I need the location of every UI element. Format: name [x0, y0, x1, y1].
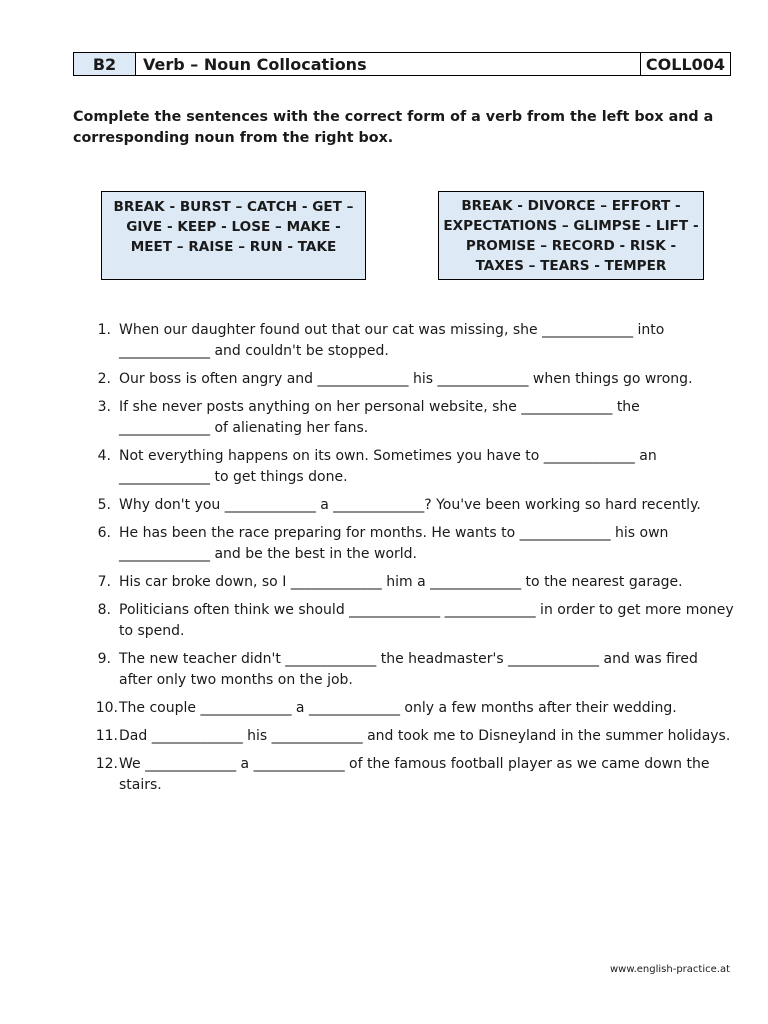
- sentence-text: Dad _____________ his _____________ and took me to Disneyland in the summer holidays.: [119, 728, 731, 744]
- sentence-number: 9.: [97, 651, 111, 667]
- sentence-number: 11.: [95, 728, 118, 744]
- level-label: B2: [74, 53, 136, 75]
- sentence-number: 3.: [97, 399, 111, 415]
- sentence-text: He has been the race preparing for months. He wants to _____________ his own _____________ and be the best in the world.: [119, 525, 669, 562]
- sentence-item: [84, 754, 734, 796]
- sentence-list: [84, 320, 734, 803]
- sentence-text: If she never posts anything on her personal website, she _____________ the _____________ of alienating her fans.: [119, 399, 640, 436]
- sentence-item: [84, 600, 734, 642]
- sentence-text: Our boss is often angry and _____________ his _____________ when things go wrong.: [119, 371, 693, 387]
- worksheet-header: [73, 52, 731, 76]
- sentence-item: [84, 726, 734, 747]
- sentence-item: [84, 523, 734, 565]
- noun-box: [438, 191, 704, 280]
- sentence-item: [84, 397, 734, 439]
- sentence-text: Politicians often think we should _____________ _____________ in order to get more money to spend.: [119, 602, 734, 639]
- sentence-text: His car broke down, so I _____________ him a _____________ to the nearest garage.: [119, 574, 683, 590]
- sentence-text: When our daughter found out that our cat was missing, she _____________ into _____________ and couldn't be stopped.: [119, 322, 665, 359]
- worksheet-title: Verb – Noun Collocations: [136, 53, 641, 75]
- sentence-item: [84, 320, 734, 362]
- sentence-item: [84, 649, 734, 691]
- sentence-number: 10.: [95, 700, 118, 716]
- instructions: Complete the sentences with the correct form of a verb from the left box and a corresponding noun from the right box.: [73, 109, 714, 146]
- noun-list: BREAK - DIVORCE – EFFORT - EXPECTATIONS – GLIMPSE - LIFT - PROMISE – RECORD - RISK - TAXES – TEARS - TEMPER: [443, 197, 699, 274]
- sentence-number: 7.: [97, 574, 111, 590]
- sentence-text: The new teacher didn't _____________ the headmaster's _____________ and was fired after only two months on the job.: [119, 651, 698, 688]
- sentence-item: [84, 369, 734, 390]
- sentence-text: We _____________ a _____________ of the famous football player as we came down the stairs.: [119, 756, 710, 793]
- sentence-number: 12.: [95, 756, 118, 772]
- sentence-number: 1.: [97, 322, 111, 338]
- sentence-text: Why don't you _____________ a _____________? You've been working so hard recently.: [119, 497, 701, 513]
- footer-url: www.english-practice.at: [609, 964, 730, 975]
- sentence-item: [84, 446, 734, 488]
- verb-list: BREAK - BURST – CATCH - GET – GIVE - KEEP - LOSE – MAKE - MEET – RAISE – RUN - TAKE: [113, 198, 354, 255]
- sentence-number: 8.: [97, 602, 111, 618]
- sentence-text: The couple _____________ a _____________ only a few months after their wedding.: [119, 700, 677, 716]
- sentence-number: 4.: [97, 448, 111, 464]
- sentence-number: 6.: [97, 525, 111, 541]
- sentence-number: 5.: [97, 497, 111, 513]
- sentence-text: Not everything happens on its own. Sometimes you have to _____________ an _____________ to get things done.: [119, 448, 657, 485]
- verb-box: [101, 191, 366, 280]
- sentence-item: [84, 572, 734, 593]
- worksheet-code: COLL004: [645, 54, 726, 74]
- sentence-item: [84, 698, 734, 719]
- sentence-item: [84, 495, 734, 516]
- sentence-number: 2.: [97, 371, 111, 387]
